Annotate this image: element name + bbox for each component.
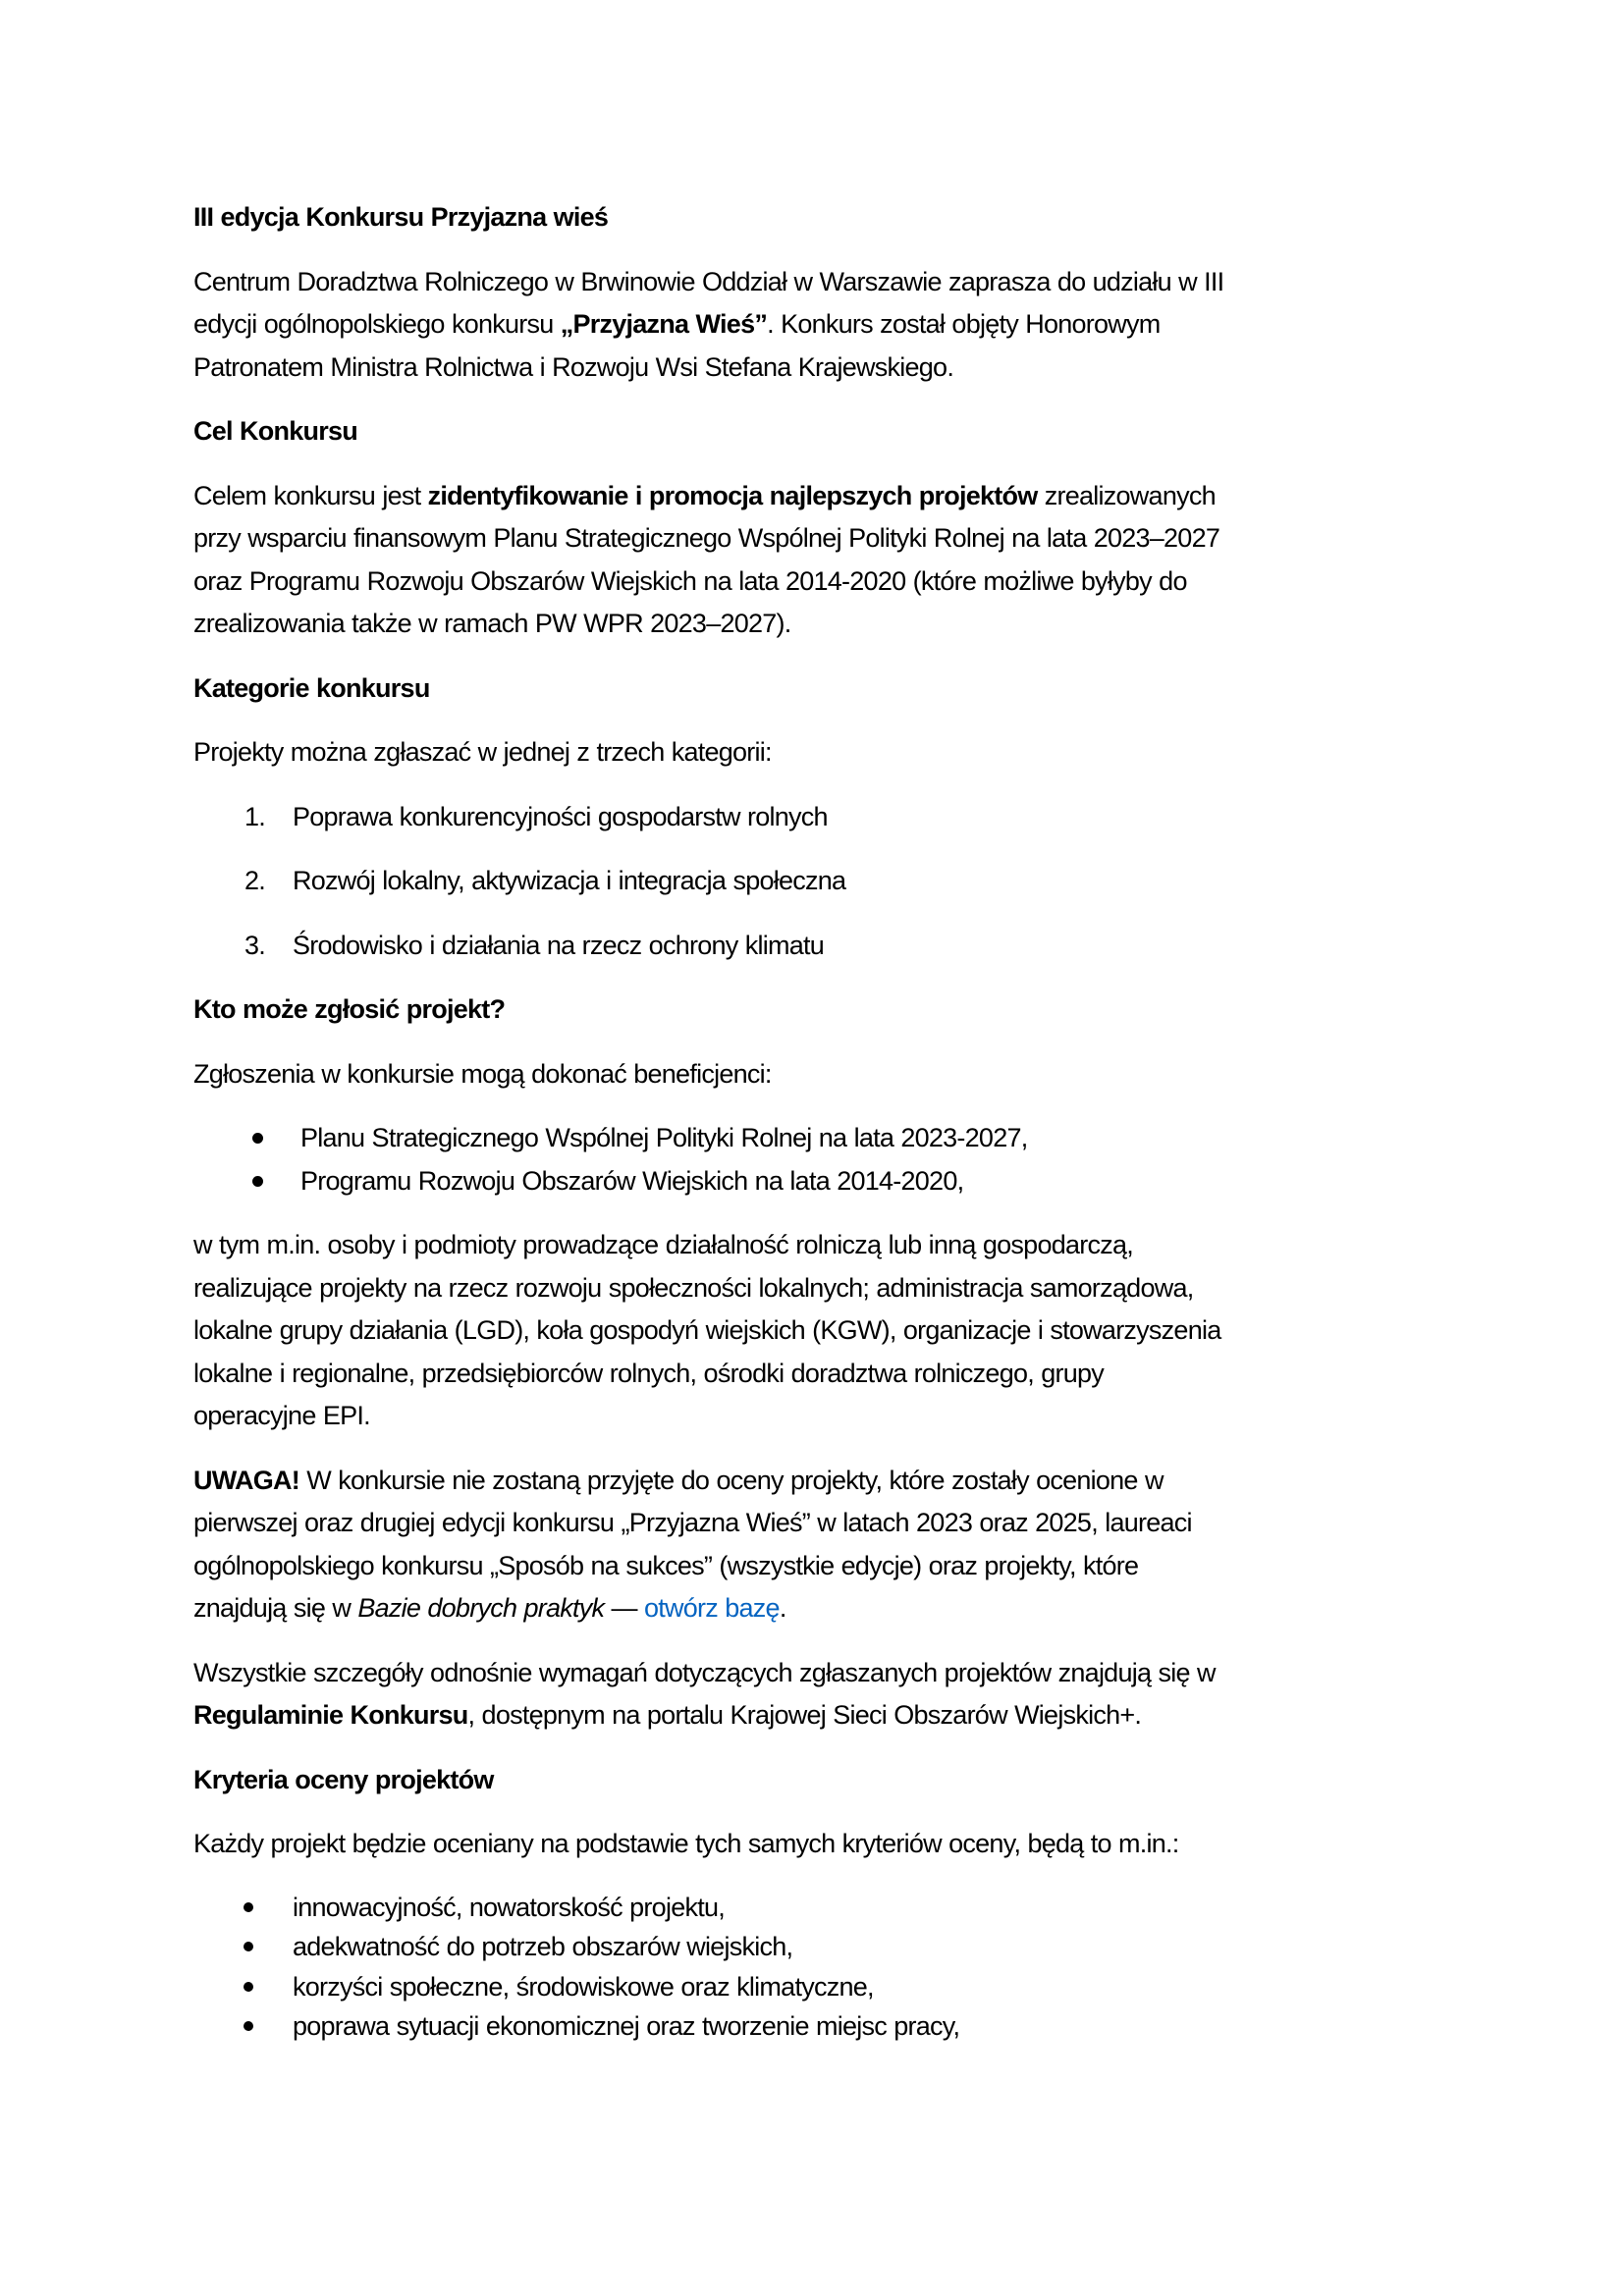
bullet-icon bbox=[252, 1176, 263, 1187]
beneficiary-item: Programu Rozwoju Obszarów Wiejskich na lata 2014-2020, bbox=[193, 1160, 1431, 1203]
intro-line-1: Centrum Doradztwa Rolniczego w Brwinowie Oddział w Warszawie zaprasza do udziału w III bbox=[193, 266, 1224, 296]
list-number: 2. bbox=[244, 866, 266, 895]
bullet-icon bbox=[244, 1942, 253, 1951]
bullet-icon bbox=[252, 1133, 263, 1144]
contest-name: „Przyjazna Wieś” bbox=[560, 309, 768, 339]
regulations-paragraph: Wszystkie szczegóły odnośnie wymagań dotyczących zgłaszanych projektów znajdują się w Regulaminie Konkursu, dostępnym na portalu Krajowej Sieci Obszarów Wiejskich+. bbox=[193, 1657, 1216, 1730]
beneficiaries-list bbox=[193, 1117, 1431, 1202]
goal-paragraph bbox=[193, 475, 1431, 646]
category-item: 3. Środowisko i działania na rzecz ochrony klimatu bbox=[193, 925, 1431, 968]
regulations-name: Regulaminie Konkursu bbox=[193, 1700, 468, 1730]
criterion-item: adekwatność do potrzeb obszarów wiejskich, bbox=[193, 1927, 1431, 1967]
warning-paragraph: UWAGA! W konkursie nie zostaną przyjęte do oceny projekty, które zostały ocenione w pierwszej oraz drugiej edycji konkursu „Przyjazna Wieś” w latach 2023 oraz 2025, laureaci ogólnopolskiego konkursu „Sposób na sukces” (wszystkie edycje) oraz projekty, które znajdują się w Bazie dobrych praktyk — otwórz bazę. bbox=[193, 1465, 1192, 1623]
good-practices-db-name: Bazie dobrych praktyk bbox=[357, 1593, 605, 1623]
bullet-icon bbox=[244, 1982, 253, 1992]
document-title: III edycja Konkursu Przyjazna wieś bbox=[193, 202, 609, 232]
intro-line-2: edycji ogólnopolskiego konkursu „Przyjazna Wieś”. Konkurs został objęty Honorowym bbox=[193, 309, 1161, 339]
warning-label: UWAGA! bbox=[193, 1465, 299, 1495]
beneficiary-item: Planu Strategicznego Wspólnej Polityki Rolnej na lata 2023-2027, bbox=[193, 1117, 1431, 1160]
categories-heading: Kategorie konkursu bbox=[193, 672, 430, 703]
criteria-heading: Kryteria oceny projektów bbox=[193, 1764, 494, 1794]
open-database-link[interactable]: otwórz bazę bbox=[644, 1593, 780, 1623]
category-item: 1. Poprawa konkurencyjności gospodarstw rolnych bbox=[193, 796, 1431, 839]
criterion-item: innowacyjność, nowatorskość projektu, bbox=[193, 1888, 1431, 1928]
categories-list bbox=[193, 796, 1431, 968]
criteria-intro: Każdy projekt będzie oceniany na podstawie tych samych kryteriów oceny, będą to m.in.: bbox=[193, 1829, 1179, 1858]
goal-line-2: przy wsparciu finansowym Planu Strategicznego Wspólnej Polityki Rolnej na lata 2023–2027 bbox=[193, 523, 1220, 553]
goal-heading: Cel Konkursu bbox=[193, 416, 358, 446]
criterion-item: korzyści społeczne, środowiskowe oraz klimatyczne, bbox=[193, 1967, 1431, 2007]
list-number: 3. bbox=[244, 930, 266, 960]
bullet-icon bbox=[244, 1902, 253, 1912]
document-page bbox=[193, 196, 1431, 2068]
goal-line-4: zrealizowania także w ramach PW WPR 2023–2027). bbox=[193, 609, 791, 638]
category-item: 2. Rozwój lokalny, aktywizacja i integracja społeczna bbox=[193, 860, 1431, 903]
goal-line-3: oraz Programu Rozwoju Obszarów Wiejskich na lata 2014-2020 (które możliwe byłyby do bbox=[193, 565, 1187, 596]
intro-line-3: Patronatem Ministra Rolnictwa i Rozwoju Wsi Stefana Krajewskiego. bbox=[193, 351, 954, 382]
eligibility-heading: Kto może zgłosić projekt? bbox=[193, 994, 506, 1024]
criterion-item: poprawa sytuacji ekonomicznej oraz tworzenie miejsc pracy, bbox=[193, 2006, 1431, 2047]
categories-intro: Projekty można zgłaszać w jednej z trzech kategorii: bbox=[193, 737, 772, 767]
goal-emphasis: zidentyfikowanie i promocja najlepszych projektów bbox=[427, 480, 1038, 510]
eligibility-details: w tym m.in. osoby i podmioty prowadzące działalność rolniczą lub inną gospodarczą, realizujące projekty na rzecz rozwoju społeczności lokalnych; administracja samorządowa, lokalne grupy działania (LGD), koła gospodyń wiejskich (KGW), organizacje i stowarzyszenia lokalne i regionalne, przedsiębiorców rolnych, ośrodki doradztwa rolniczego, grupy operacyjne EPI. bbox=[193, 1230, 1221, 1430]
list-number: 1. bbox=[244, 801, 266, 831]
criteria-list bbox=[193, 1888, 1431, 2047]
eligibility-intro: Zgłoszenia w konkursie mogą dokonać beneficjenci: bbox=[193, 1058, 772, 1089]
goal-line-1: Celem konkursu jest zidentyfikowanie i promocja najlepszych projektów zrealizowanych bbox=[193, 480, 1216, 510]
intro-paragraph bbox=[193, 261, 1431, 390]
bullet-icon bbox=[244, 2021, 253, 2031]
